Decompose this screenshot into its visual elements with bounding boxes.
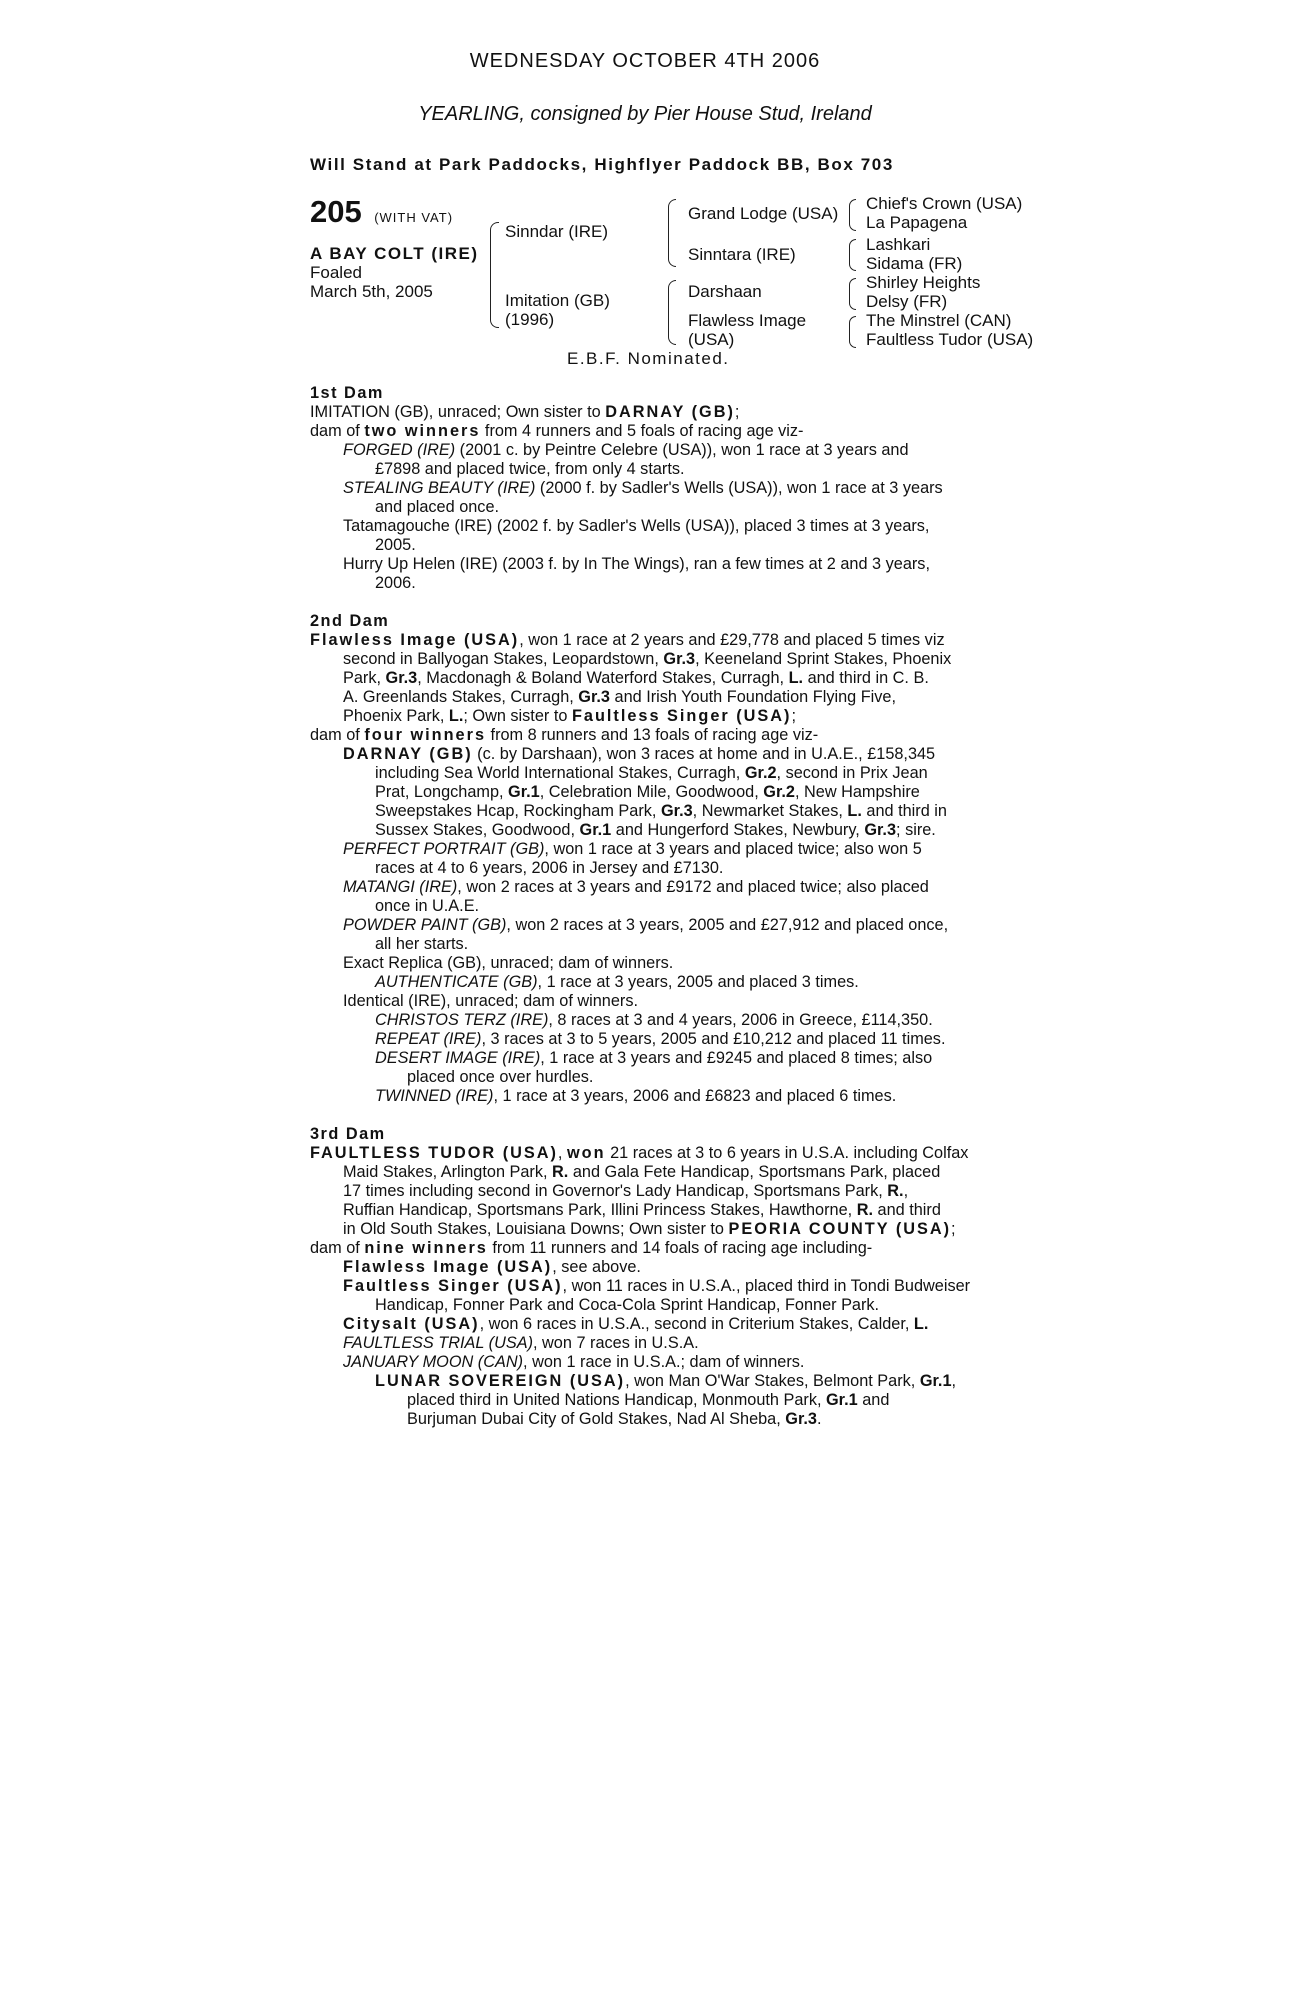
text-line: dam of nine winners from 11 runners and 14 foals of racing age including- (310, 1239, 873, 1257)
produce-entry: Tatamagouche (IRE) (2002 f. by Sadler's Wells (USA)), placed 3 times at 3 years, (343, 517, 930, 535)
text-line: 17 times including second in Governor's Lady Handicap, Sportsmans Park, R., (343, 1182, 909, 1200)
produce-entry: REPEAT (IRE), 3 races at 3 to 5 years, 2005 and £10,212 and placed 11 times. (375, 1030, 946, 1048)
produce-entry: PERFECT PORTRAIT (GB), won 1 race at 3 years and placed twice; also won 5 (343, 840, 922, 858)
pedigree-brace (849, 316, 856, 348)
text-line: all her starts. (375, 935, 469, 953)
text-line: including Sea World International Stakes, Curragh, Gr.2, second in Prix Jean (375, 764, 928, 782)
pedigree-brace (490, 222, 499, 328)
pedigree-sire-dam: Sinntara (IRE) (688, 245, 796, 264)
produce-entry: Citysalt (USA), won 6 races in U.S.A., second in Criterium Stakes, Calder, L. (343, 1315, 929, 1333)
produce-entry: Exact Replica (GB), unraced; dam of winners. (343, 954, 674, 972)
pedigree-sire-sire: Grand Lodge (USA) (688, 204, 839, 223)
produce-entry: FORGED (IRE) (2001 c. by Peintre Celebre (USA)), won 1 race at 3 years and (343, 441, 909, 459)
pedigree-g3: Sidama (FR) (866, 254, 963, 273)
pedigree-dam-sire: Darshaan (688, 282, 762, 301)
produce-entry: TWINNED (IRE), 1 race at 3 years, 2006 and £6823 and placed 6 times. (375, 1087, 897, 1105)
produce-entry: JANUARY MOON (CAN), won 1 race in U.S.A.; dam of winners. (343, 1353, 805, 1371)
produce-entry: DARNAY (GB) (c. by Darshaan), won 3 races at home and in U.A.E., £158,345 (343, 745, 936, 763)
text-line: IMITATION (GB), unraced; Own sister to DARNAY (GB); (310, 403, 740, 421)
pedigree-dam-year: (1996) (505, 310, 555, 329)
text-line: races at 4 to 6 years, 2006 in Jersey and £7130. (375, 859, 724, 877)
produce-entry: CHRISTOS TERZ (IRE), 8 races at 3 and 4 years, 2006 in Greece, £114,350. (375, 1011, 933, 1029)
produce-entry: STEALING BEAUTY (IRE) (2000 f. by Sadler's Wells (USA)), won 1 race at 3 years (343, 479, 943, 497)
text-line: once in U.A.E. (375, 897, 480, 915)
text-line: dam of four winners from 8 runners and 13 foals of racing age viz- (310, 726, 819, 744)
pedigree-dam-dam: Flawless Image (688, 311, 807, 330)
pedigree-brace (849, 239, 856, 271)
pedigree-brace (668, 280, 676, 345)
pedigree-dam: Imitation (GB) (505, 291, 610, 310)
text-line: 2005. (375, 536, 416, 554)
produce-entry: DESERT IMAGE (IRE), 1 race at 3 years and £9245 and placed 8 times; also (375, 1049, 933, 1067)
second-dam-section (310, 612, 982, 1106)
produce-entry: Identical (IRE), unraced; dam of winners. (343, 992, 639, 1010)
text-line: 2006. (375, 574, 416, 592)
foaled-label: Foaled (310, 263, 362, 282)
text-line: Prat, Longchamp, Gr.1, Celebration Mile, Goodwood, Gr.2, New Hampshire (375, 783, 920, 801)
pedigree-dam-dam-origin: (USA) (688, 330, 735, 349)
stand-location: Will Stand at Park Paddocks, Highflyer Paddock BB, Box 703 (310, 155, 894, 174)
section-heading: 1st Dam (310, 384, 384, 402)
pedigree-g3: Delsy (FR) (866, 292, 948, 311)
text-line: Sweepstakes Hcap, Rockingham Park, Gr.3, Newmarket Stakes, L. and third in (375, 802, 947, 820)
lot-number-row (310, 194, 453, 230)
text-line: FAULTLESS TUDOR (USA), won 21 races at 3 to 6 years in U.S.A. including Colfax (310, 1144, 969, 1162)
pedigree-g3: La Papagena (866, 213, 968, 232)
pedigree-g3: Faultless Tudor (USA) (866, 330, 1034, 349)
text-line: in Old South Stakes, Louisiana Downs; Own sister to PEORIA COUNTY (USA); (343, 1220, 956, 1238)
vat-label: (WITH VAT) (374, 210, 454, 225)
foaled-date: March 5th, 2005 (310, 282, 433, 301)
text-line: Maid Stakes, Arlington Park, R. and Gala Fete Handicap, Sportsmans Park, placed (343, 1163, 941, 1181)
text-line: Burjuman Dubai City of Gold Stakes, Nad Al Sheba, Gr.3. (407, 1410, 822, 1428)
text-line: Flawless Image (USA), won 1 race at 2 years and £29,778 and placed 5 times viz (310, 631, 945, 649)
produce-entry: Flawless Image (USA), see above. (343, 1258, 641, 1276)
produce-entry: Hurry Up Helen (IRE) (2003 f. by In The Wings), ran a few times at 2 and 3 years, (343, 555, 930, 573)
pedigree-g3: Shirley Heights (866, 273, 981, 292)
pedigree-brace (849, 199, 856, 231)
section-heading: 2nd Dam (310, 612, 390, 630)
produce-entry: LUNAR SOVEREIGN (USA), won Man O'War Stakes, Belmont Park, Gr.1, (375, 1372, 957, 1390)
text-line: A. Greenlands Stakes, Curragh, Gr.3 and Irish Youth Foundation Flying Five, (343, 688, 896, 706)
text-line: Park, Gr.3, Macdonagh & Boland Waterford Stakes, Curragh, L. and third in C. B. (343, 669, 929, 687)
first-dam-section (310, 384, 982, 593)
text-line: second in Ballyogan Stakes, Leopardstown, Gr.3, Keeneland Sprint Stakes, Phoenix (343, 650, 952, 668)
produce-entry: Faultless Singer (USA), won 11 races in U.S.A., placed third in Tondi Budweiser (343, 1277, 971, 1295)
text-line: £7898 and placed twice, from only 4 starts. (375, 460, 685, 478)
third-dam-section (310, 1125, 982, 1429)
produce-entry: POWDER PAINT (GB), won 2 races at 3 years, 2005 and £27,912 and placed once, (343, 916, 949, 934)
text-line: and placed once. (375, 498, 500, 516)
text-line: Handicap, Fonner Park and Coca-Cola Sprint Handicap, Fonner Park. (375, 1296, 880, 1314)
pedigree-brace (849, 278, 856, 310)
horse-name: A BAY COLT (IRE) (310, 244, 479, 263)
pedigree-g3: Chief's Crown (USA) (866, 194, 1023, 213)
produce-entry: MATANGI (IRE), won 2 races at 3 years and £9172 and placed twice; also placed (343, 878, 929, 896)
pedigree-brace (668, 199, 676, 267)
produce-entry: AUTHENTICATE (GB), 1 race at 3 years, 2005 and placed 3 times. (375, 973, 859, 991)
pedigree-sire: Sinndar (IRE) (505, 222, 608, 241)
text-line: dam of two winners from 4 runners and 5 foals of racing age viz- (310, 422, 804, 440)
section-heading: 3rd Dam (310, 1125, 386, 1143)
ebf-nominated: E.B.F. Nominated. (567, 349, 730, 368)
text-line: placed once over hurdles. (407, 1068, 594, 1086)
text-line: Ruffian Handicap, Sportsmans Park, Illini Princess Stakes, Hawthorne, R. and third (343, 1201, 941, 1219)
text-line: Sussex Stakes, Goodwood, Gr.1 and Hungerford Stakes, Newbury, Gr.3; sire. (375, 821, 936, 839)
sale-date: WEDNESDAY OCTOBER 4TH 2006 (469, 50, 821, 72)
lot-number: 205 (310, 194, 362, 229)
consignor-line: YEARLING, consigned by Pier House Stud, Ireland (418, 103, 872, 125)
produce-entry: FAULTLESS TRIAL (USA), won 7 races in U.S.A. (343, 1334, 699, 1352)
text-line: placed third in United Nations Handicap, Monmouth Park, Gr.1 and (407, 1391, 890, 1409)
pedigree-g3: Lashkari (866, 235, 931, 254)
pedigree-g3: The Minstrel (CAN) (866, 311, 1012, 330)
catalogue-body (310, 384, 982, 1429)
text-line: Phoenix Park, L.; Own sister to Faultless Singer (USA); (343, 707, 796, 725)
